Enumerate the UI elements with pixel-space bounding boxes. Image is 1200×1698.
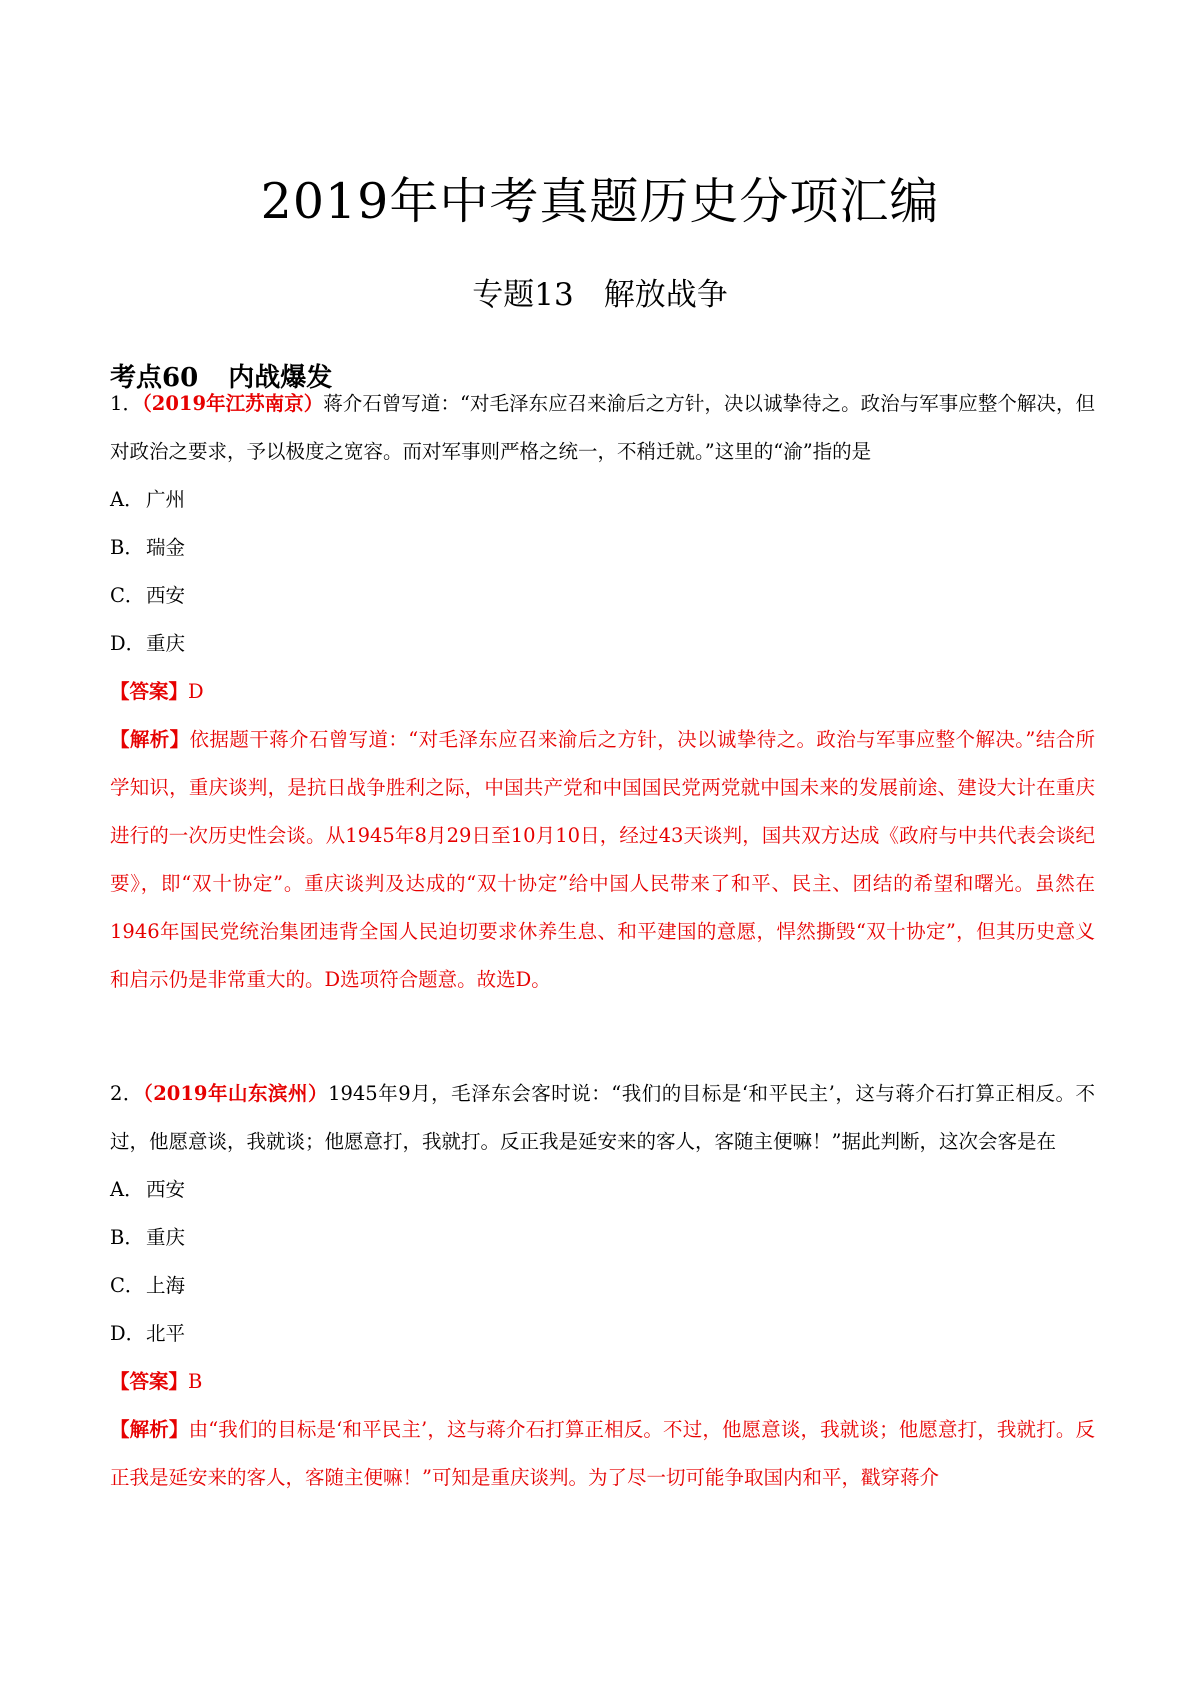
option-text: 上海 xyxy=(146,1274,186,1297)
option-d xyxy=(110,620,1095,668)
analysis-paragraph xyxy=(110,1406,1095,1502)
answer-value: D xyxy=(188,680,204,703)
option-a xyxy=(110,476,1095,524)
option-letter: D． xyxy=(110,632,146,655)
question-number: 2． xyxy=(110,1082,143,1105)
option-d xyxy=(110,1310,1095,1358)
question-text: 蒋介石曾写道：“对毛泽东应召来渝后之方针，决以诚挚待之。政治与军事应整个解决，但对政治之要求，予以极度之宽容。而对军事则严格之统一，不稍迁就。”这里的“渝”指的是 xyxy=(110,392,1095,463)
question-text: 1945年9月，毛泽东会客时说：“我们的目标是‘和平民主’，这与蒋介石打算正相反。不过，他愿意谈，我就谈；他愿意打，我就打。反正我是延安来的客人，客随主便嘛！”据此判断，这次会客是在 xyxy=(110,1082,1095,1153)
option-letter: A． xyxy=(110,488,144,511)
option-text: 西安 xyxy=(146,584,186,607)
question-number: 1． xyxy=(110,392,142,415)
question-stem xyxy=(110,1070,1095,1166)
question-source: （2019年江苏南京） xyxy=(141,392,324,415)
answer-tag: 【答案】 xyxy=(110,1370,189,1393)
option-text: 瑞金 xyxy=(146,536,186,559)
option-a xyxy=(110,1166,1095,1214)
option-letter: C． xyxy=(110,584,145,607)
question-1 xyxy=(110,380,1095,1004)
section-label: 考点60 xyxy=(110,363,199,393)
topic-number: 专题13 xyxy=(472,277,574,313)
option-text: 西安 xyxy=(146,1178,186,1201)
analysis-tag: 【解析】 xyxy=(110,728,190,751)
section-name: 内战爆发 xyxy=(228,363,333,393)
analysis-text: 由“我们的目标是‘和平民主’，这与蒋介石打算正相反。不过，他愿意谈，我就谈；他愿意打，我就打。反正我是延安来的客人，客随主便嘛！”可知是重庆谈判。为了尽一切可能争取国内和平，戳穿蒋介 xyxy=(110,1418,1095,1489)
option-c xyxy=(110,572,1095,620)
question-stem xyxy=(110,380,1095,476)
option-letter: D． xyxy=(110,1322,146,1345)
analysis-text: 依据题干蒋介石曾写道：“对毛泽东应召来渝后之方针，决以诚挚待之。政治与军事应整个解决。”结合所学知识，重庆谈判，是抗日战争胜利之际，中国共产党和中国国民党两党就中国未来的发展前途、建设大计在重庆进行的一次历史性会谈。从1945年8月29日至10月10日，经过43天谈判，国共双方达成《政府与中共代表会谈纪要》，即“双十协定”。重庆谈判及达成的“双十协定”给中国人民带来了和平、民主、团结的希望和曙光。虽然在1946年国民党统治集团违背全国人民迫切要求休养生息、和平建国的意愿，悍然撕毁“双十协定”，但其历史意义和启示仍是非常重大的。D选项符合题意。故选D。 xyxy=(110,728,1095,991)
topic-name: 解放战争 xyxy=(603,277,728,313)
document-title: 2019年中考真题历史分项汇编 xyxy=(260,173,940,230)
answer-line xyxy=(110,1358,1095,1406)
option-letter: B． xyxy=(110,1226,144,1249)
analysis-tag: 【解析】 xyxy=(110,1418,189,1441)
answer-line xyxy=(110,668,1095,716)
option-letter: C． xyxy=(110,1274,145,1297)
topic-subtitle xyxy=(0,275,1200,315)
option-b xyxy=(110,524,1095,572)
question-2 xyxy=(110,1070,1095,1502)
option-text: 广州 xyxy=(146,488,186,511)
option-b xyxy=(110,1214,1095,1262)
option-letter: A． xyxy=(110,1178,144,1201)
option-text: 北平 xyxy=(146,1322,186,1345)
option-letter: B． xyxy=(110,536,144,559)
option-text: 重庆 xyxy=(146,1226,186,1249)
analysis-paragraph xyxy=(110,716,1095,1004)
answer-value: B xyxy=(188,1370,203,1393)
answer-tag: 【答案】 xyxy=(110,680,189,703)
question-source: （2019年山东滨州） xyxy=(142,1082,329,1105)
option-text: 重庆 xyxy=(146,632,186,655)
option-c xyxy=(110,1262,1095,1310)
